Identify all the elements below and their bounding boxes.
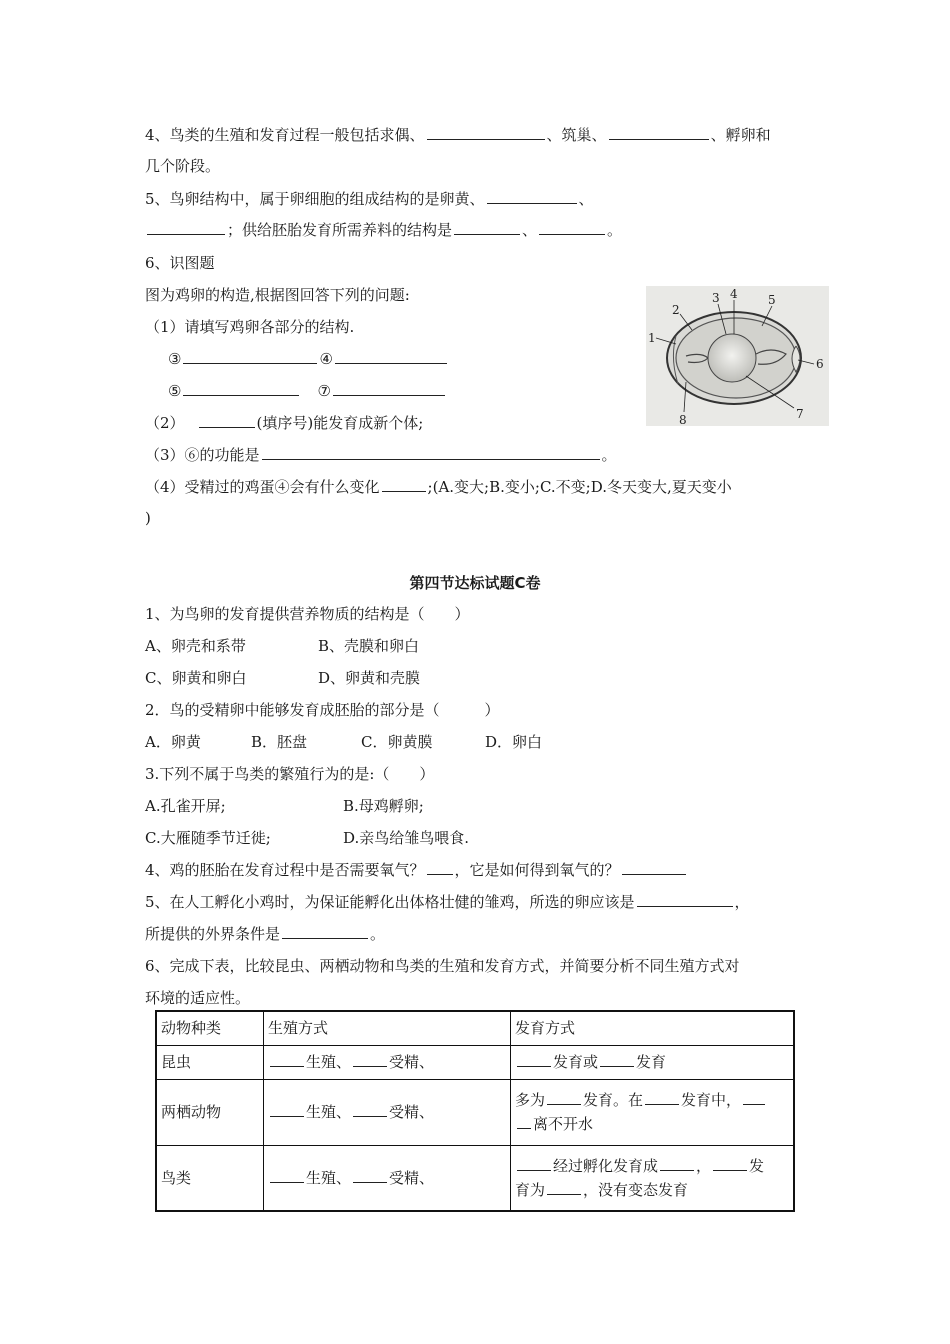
cell-text: 多为 [515,1091,546,1109]
c1-options-ab [145,636,420,656]
q6-part1: （1）请填写鸡卵各部分的结构. [145,318,355,336]
q5-text-c: ；供给胚胎发育所需养料的结构是 [227,221,453,239]
c1-options-cd [145,668,421,688]
c5-blank-1[interactable] [637,892,733,907]
table-header-row [156,1011,794,1045]
c5-text-d: 。 [370,925,386,943]
section-title: 第四节达标试题C卷 [409,574,541,592]
row-insect-name: 昆虫 [156,1045,264,1079]
row-amphibian-name: 两栖动物 [156,1079,264,1145]
q6-row-5-7 [168,381,447,401]
c6-line1: 6、完成下表，比较昆虫、两栖动物和鸟类的生殖和发育方式，并简要分析不同生殖方式对 [145,957,740,975]
c1-option-b[interactable]: B、壳膜和卵白 [318,637,420,655]
row-amphibian-reproduction [264,1079,511,1145]
q5-blank-3[interactable] [454,220,520,235]
c3-option-d[interactable]: D.亲鸟给雏鸟喂食. [343,829,470,847]
blank[interactable] [517,1114,531,1129]
q6-blank-p3[interactable] [262,445,600,460]
blank[interactable] [353,1168,387,1183]
q6-blank-p2[interactable] [199,413,255,428]
cell-text: 育为 [515,1180,546,1199]
blank[interactable] [547,1090,581,1105]
row-insect-development [511,1045,795,1079]
cell-text: 发育。在 [583,1091,644,1109]
c4-text-b: ，它是如何得到氧气的？ [454,861,620,879]
q4-text-c: 、孵卵和 [710,126,771,144]
q6-p3-label: （3）⑥的功能是 [145,446,260,464]
table-row [156,1079,794,1145]
cell-text: 受精、 [389,1053,435,1071]
q4-line1 [145,125,771,145]
c2-option-a[interactable]: A．卵黄 [145,733,201,751]
blank[interactable] [270,1168,304,1183]
q5-line1 [145,189,594,209]
blank[interactable] [270,1102,304,1117]
q6-blank-4[interactable] [335,349,447,364]
cell-text: 发育中， [681,1091,742,1109]
blank[interactable] [600,1052,634,1067]
figure-label-2: 2 [672,303,680,317]
q6-part2 [145,413,423,433]
c5-text-a: 5、在人工孵化小鸡时，为保证能孵化出体格壮健的雏鸡，所选的卵应该是 [145,893,635,911]
q4-blank-1[interactable] [427,125,545,140]
c3-option-b[interactable]: B.母鸡孵卵; [343,797,424,815]
q6-blank-p4[interactable] [382,477,426,492]
q6-part4-end: ) [145,509,151,527]
c6-line2: 环境的适应性。 [145,989,251,1007]
q6-p4-label: （4）受精过的鸡蛋④会有什么变化 [145,478,380,496]
figure-label-5: 5 [768,293,776,307]
c3-option-a[interactable]: A.孔雀开屏; [145,797,226,815]
c5-text-b: ， [734,893,750,911]
blank[interactable] [660,1156,694,1171]
c2-option-c[interactable]: C．卵黄膜 [361,733,433,751]
c4-blank-2[interactable] [622,860,686,875]
marker-7: ⑦ [317,382,331,400]
q5-text-d: 、 [522,221,538,239]
figure-label-6: 6 [816,357,824,371]
cell-text: 发育 [636,1053,667,1071]
q4-line2 [145,156,220,176]
q6-blank-3[interactable] [183,349,317,364]
cell-text: 发育或 [553,1053,599,1071]
cell-text: 生殖、 [306,1053,352,1071]
c3-question: 3.下列不属于鸟类的繁殖行为的是:（ ） [145,765,435,783]
blank[interactable] [713,1156,747,1171]
q5-text-a: 5、鸟卵结构中，属于卵细胞的组成结构的是卵黄、 [145,190,485,208]
table-row [156,1145,794,1211]
egg-yolk [708,334,756,382]
c3-options-cd [145,828,470,848]
egg-diagram [646,286,829,426]
cell-text: ， [696,1156,712,1175]
q4-text-a: 4、鸟类的生殖和发育过程一般包括求偶、 [145,126,425,144]
comparison-table [155,1010,795,1212]
blank[interactable] [353,1102,387,1117]
row-bird-name: 鸟类 [156,1145,264,1211]
row-amphibian-development [511,1079,795,1145]
q6-title: 6、识图题 [145,254,215,272]
q4-text-d: 几个阶段。 [145,157,221,175]
c5-blank-2[interactable] [282,924,368,939]
c2-question: 2．鸟的受精卵中能够发育成胚胎的部分是（ ） [145,701,500,719]
figure-label-8: 8 [679,413,687,426]
c2-option-d[interactable]: D．卵白 [485,733,543,751]
figure-label-7: 7 [796,407,804,421]
header-development: 发育方式 [511,1011,795,1045]
q6-row-3-4 [168,349,449,369]
marker-4: ④ [319,350,333,368]
c4-line [145,860,688,880]
blank[interactable] [353,1052,387,1067]
blank[interactable] [517,1052,551,1067]
figure-label-1: 1 [648,331,656,345]
q6-p3-end: 。 [601,446,617,464]
marker-3: ③ [168,350,182,368]
q5-blank-2[interactable] [147,220,225,235]
header-animal: 动物种类 [156,1011,264,1045]
row-insect-reproduction [264,1045,511,1079]
cell-text: 生殖、 [306,1168,352,1187]
c5-line2 [145,924,385,944]
cell-text: 受精、 [389,1103,435,1121]
c1-question: 1、为鸟卵的发育提供营养物质的结构是（ ） [145,605,470,623]
q4-blank-2[interactable] [609,125,709,140]
header-reproduction: 生殖方式 [264,1011,511,1045]
blank[interactable] [743,1090,765,1105]
blank[interactable] [270,1052,304,1067]
table-row [156,1045,794,1079]
blank[interactable] [547,1180,581,1195]
q6-p2-text: (填序号)能发育成新个体; [256,414,424,432]
c4-blank-1[interactable] [427,860,453,875]
cell-text: 离不开水 [533,1115,594,1133]
q6-part3 [145,445,617,465]
cell-text: 生殖、 [306,1103,352,1121]
q6-p2-label: （2） [145,414,185,432]
c3-option-c[interactable]: C.大雁随季节迁徙; [145,829,271,847]
blank[interactable] [645,1090,679,1105]
cell-text: 经过孵化发育成 [553,1156,659,1175]
q6-p4-options: ;(A.变大;B.变小;C.不变;D.冬天变大,夏天变小 [427,478,732,496]
q5-blank-4[interactable] [539,220,605,235]
c1-option-c[interactable]: C、卵黄和卵白 [145,669,247,687]
figure-label-3: 3 [712,291,720,305]
q6-part4 [145,477,732,497]
c5-text-c: 所提供的外界条件是 [145,925,281,943]
q6-blank-5[interactable] [183,381,299,396]
q5-text-b: 、 [578,190,594,208]
c3-options-ab [145,796,424,816]
cell-text: ，没有变态发育 [583,1180,689,1199]
q5-text-e: 。 [607,221,623,239]
c2-option-b[interactable]: B．胚盘 [251,733,308,751]
row-bird-development [511,1145,795,1211]
q6-blank-7[interactable] [333,381,445,396]
c2-options [145,732,543,752]
c4-text-a: 4、鸡的胚胎在发育过程中是否需要氧气？ [145,861,425,879]
row-bird-reproduction [264,1145,511,1211]
marker-5: ⑤ [168,382,182,400]
c1-option-a[interactable]: A、卵壳和系带 [145,637,246,655]
q4-text-b: 、筑巢、 [546,126,607,144]
blank[interactable] [517,1156,551,1171]
cell-text: 受精、 [389,1168,435,1187]
c1-option-d[interactable]: D、卵黄和壳膜 [318,669,421,687]
figure-label-4: 4 [730,287,738,301]
q6-intro: 图为鸡卵的构造,根据图回答下列的问题: [145,286,410,304]
q5-line2 [145,220,622,240]
c5-line1 [145,892,750,912]
cell-text: 发 [749,1156,765,1175]
q5-blank-1[interactable] [487,189,577,204]
